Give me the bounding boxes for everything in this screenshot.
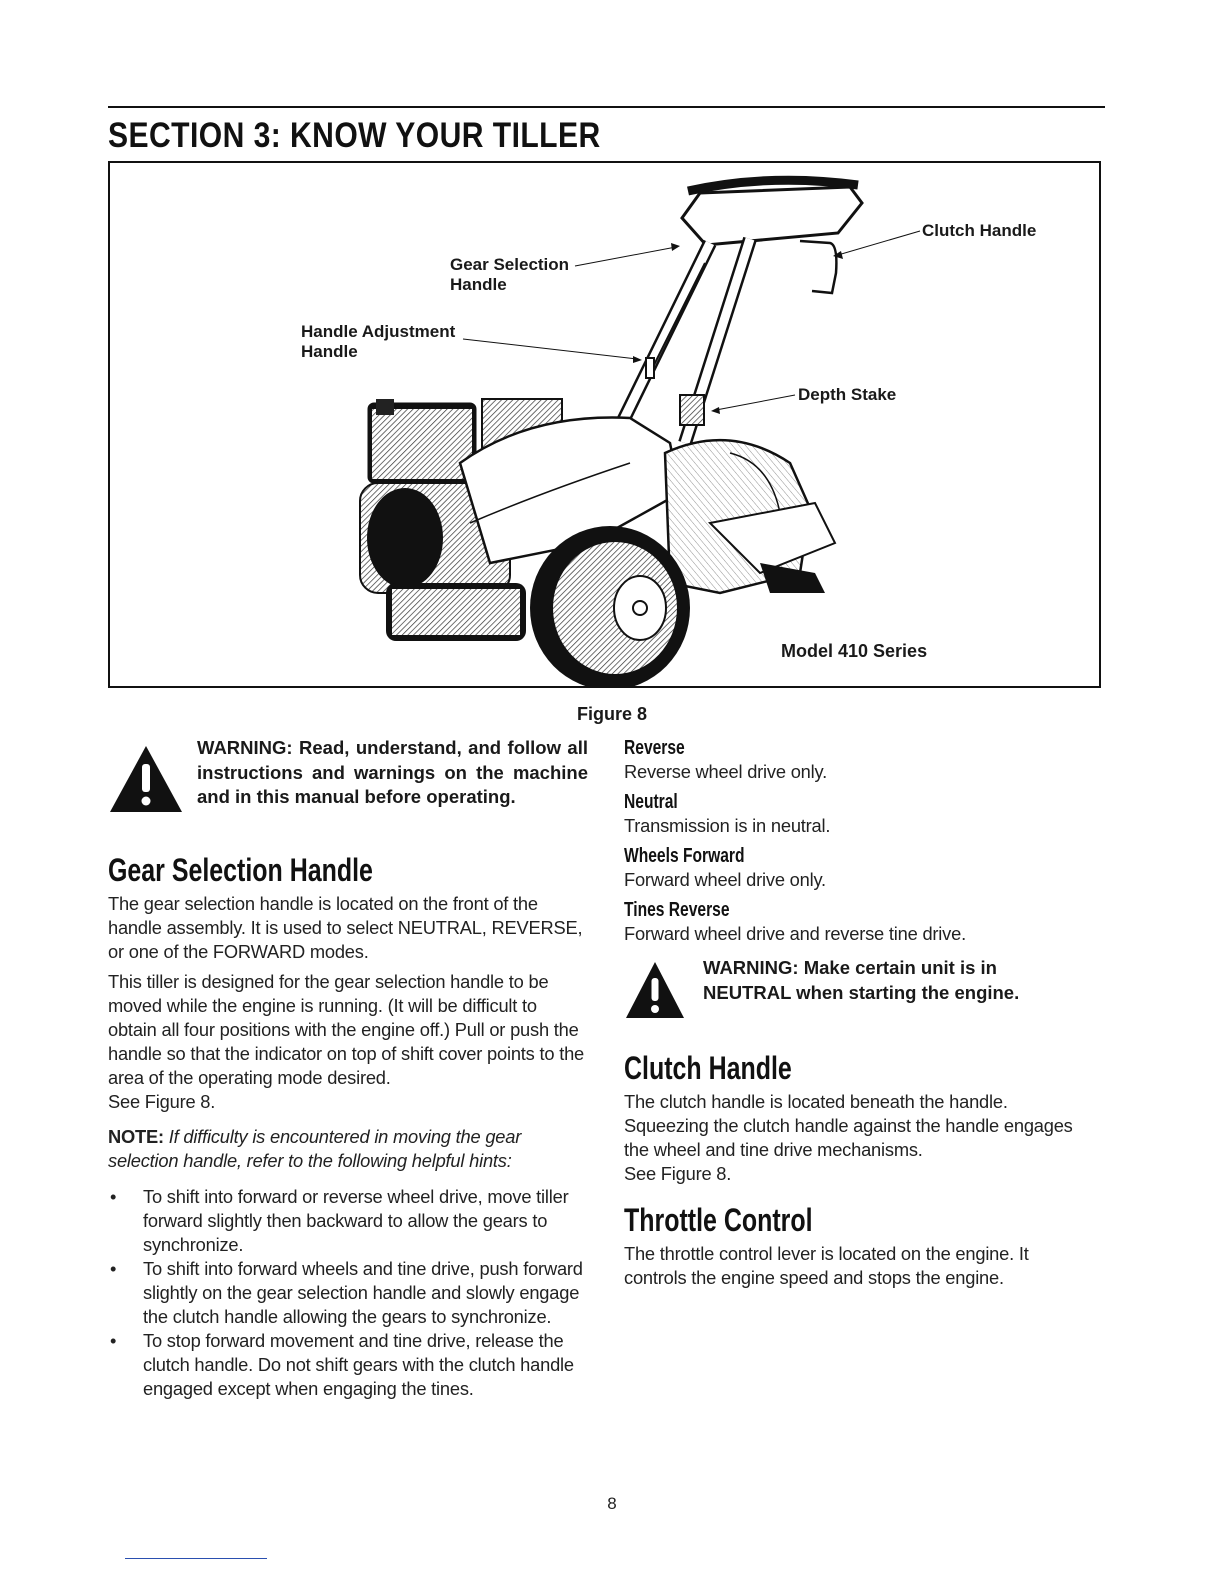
header-rule — [108, 106, 1105, 108]
warning-text: WARNING: Read, understand, and follow all instructions and warnings on the machine and in this manual before operating. — [197, 737, 588, 807]
footer-rule — [125, 1558, 267, 1559]
clutch-figure-reference: See Figure 8. — [624, 1163, 732, 1184]
mode-neutral-desc: Transmission is in neutral. — [624, 815, 831, 836]
clutch-paragraph: The clutch handle is located beneath the handle. Squeezing the clutch handle against the handle engages the wheel and tine drive mechanisms. — [624, 1091, 1073, 1160]
figure-caption: Figure 8 — [576, 704, 647, 724]
callout-gear-selection: Gear Selection Handle — [450, 255, 570, 294]
note-label: NOTE: — [108, 1126, 164, 1147]
hint-text: To shift into forward wheels and tine drive, push forward slightly on the gear selection handle and slowly engage the clutch handle allowing the gears to synchronize. — [143, 1258, 583, 1327]
page-number: 8 — [607, 1494, 617, 1513]
section-title: SECTION 3: KNOW YOUR TILLER — [108, 116, 601, 155]
warning-triangle-icon — [624, 960, 686, 1025]
list-item: • To shift into forward wheels and tine drive, push forward slightly on the gear selection handle and slowly engage the clutch handle allowing the gears to synchronize. — [110, 1258, 583, 1327]
note-text: If difficulty is encountered in moving the gear selection handle, refer to the following helpful hints: — [108, 1126, 522, 1171]
throttle-control-heading: Throttle Control — [624, 1202, 813, 1238]
figure-8-illustration — [108, 161, 1101, 688]
gear-paragraph-1: The gear selection handle is located on the front of the handle assembly. It is used to select NEUTRAL, REVERSE, or one of the FORWARD modes. — [108, 893, 583, 962]
callout-clutch-handle: Clutch Handle — [922, 221, 1037, 240]
hint-text: To shift into forward or reverse wheel drive, move tiller forward slightly then backward to allow the gears to synchronize. — [143, 1186, 569, 1255]
gear-paragraph-2: This tiller is designed for the gear selection handle to be moved while the engine is running. (It will be difficult to obtain all four positions with the engine off.) Pull or push the handle so that the indicator on top of shift cover points to the area of the operating mode desired. — [108, 971, 585, 1088]
mode-reverse-desc: Reverse wheel drive only. — [624, 761, 827, 782]
warning-block — [108, 736, 590, 836]
callout-depth-stake: Depth Stake — [798, 385, 897, 404]
clutch-handle-heading: Clutch Handle — [624, 1050, 792, 1086]
mode-reverse-heading: Reverse — [624, 737, 685, 759]
gear-selection-heading: Gear Selection Handle — [108, 852, 373, 888]
warning-triangle-icon — [108, 744, 184, 819]
throttle-paragraph: The throttle control lever is located on the engine. It controls the engine speed and stops the engine. — [624, 1243, 1029, 1288]
callout-handle-adjustment: Handle Adjustment Handle — [301, 322, 456, 361]
hint-text: To stop forward movement and tine drive, release the clutch handle. Do not shift gears with the clutch handle engaged except when engaging the tines. — [143, 1330, 574, 1399]
right-column — [624, 736, 1094, 1290]
neutral-warning-text: WARNING: Make certain unit is in NEUTRAL when starting the engine. — [703, 957, 1020, 1003]
mode-wheels-forward-desc: Forward wheel drive only. — [624, 869, 826, 890]
mode-neutral-heading: Neutral — [624, 791, 678, 813]
gear-figure-reference: See Figure 8. — [108, 1091, 216, 1112]
mode-tines-reverse-heading: Tines Reverse — [624, 899, 730, 921]
tiller-drawing — [110, 163, 1101, 688]
model-label: Model 410 Series — [781, 641, 928, 661]
neutral-warning-block — [624, 956, 1094, 1036]
mode-tines-reverse-desc: Forward wheel drive and reverse tine drive. — [624, 923, 966, 944]
list-item: • To stop forward movement and tine drive, release the clutch handle. Do not shift gears with the clutch handle engaged except when engaging the tines. — [110, 1330, 574, 1399]
list-item: • To shift into forward or reverse wheel drive, move tiller forward slightly then backward to allow the gears to synchronize. — [110, 1186, 569, 1255]
hints-list — [108, 1185, 590, 1401]
left-column — [108, 736, 590, 1401]
mode-wheels-forward-heading: Wheels Forward — [624, 845, 745, 867]
note-paragraph — [108, 1125, 590, 1173]
